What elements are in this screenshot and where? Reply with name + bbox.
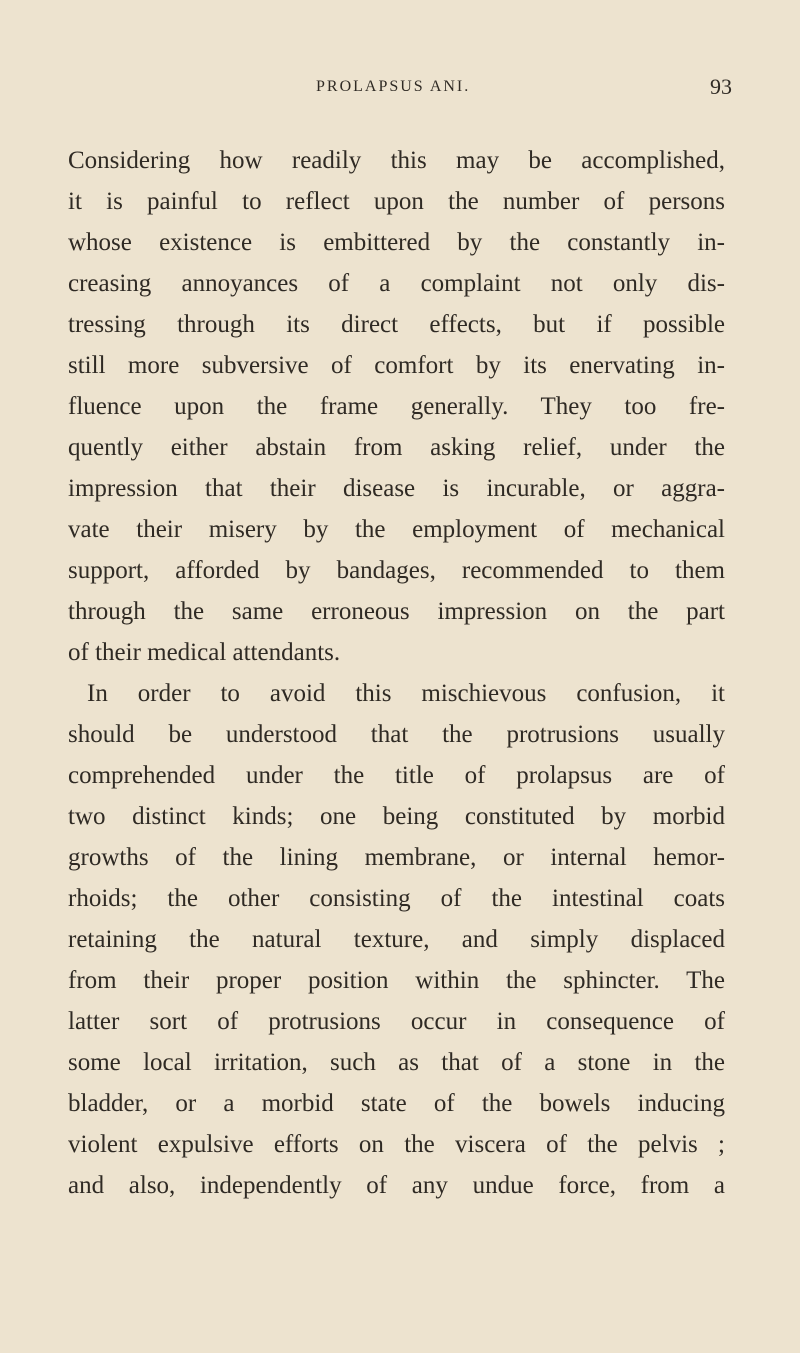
text-line: Considering how readily this may be accomplished,: [68, 147, 725, 174]
text-line: bladder, or a morbid state of the bowels inducing: [68, 1090, 725, 1117]
text-line: of their medical attendants.: [68, 639, 341, 666]
text-line: support, afforded by bandages, recommended to them: [68, 557, 725, 584]
text-line: latter sort of protrusions occur in consequence of: [68, 1008, 725, 1035]
text-line: whose existence is embittered by the constantly in-: [68, 229, 725, 256]
text-line: violent expulsive efforts on the viscera of the pelvis ;: [68, 1131, 725, 1158]
text-line: should be understood that the protrusions usually: [68, 721, 725, 748]
text-line: In order to avoid this mischievous confusion, it: [87, 680, 725, 707]
text-line: fluence upon the frame generally. They too fre-: [68, 393, 725, 420]
page-number: 93: [710, 74, 732, 99]
text-line: it is painful to reflect upon the number of persons: [68, 188, 725, 215]
text-line: through the same erroneous impression on the part: [68, 598, 725, 625]
text-line: quently either abstain from asking relief, under the: [68, 434, 725, 461]
text-line: tressing through its direct effects, but if possible: [68, 311, 725, 338]
text-line: impression that their disease is incurable, or aggra-: [68, 475, 725, 502]
text-line: two distinct kinds; one being constituted by morbid: [68, 803, 725, 830]
running-head: [0, 76, 800, 102]
text-line: vate their misery by the employment of mechanical: [68, 516, 725, 543]
text-line: growths of the lining membrane, or internal hemor-: [68, 844, 725, 871]
text-line: rhoids; the other consisting of the intestinal coats: [68, 885, 725, 912]
running-title: PROLAPSUS ANI.: [316, 78, 471, 95]
text-line: and also, independently of any undue force, from a: [68, 1172, 725, 1199]
text-line: some local irritation, such as that of a stone in the: [68, 1049, 725, 1076]
text-line: comprehended under the title of prolapsus are of: [68, 762, 725, 789]
text-line: retaining the natural texture, and simply displaced: [68, 926, 725, 953]
text-line: creasing annoyances of a complaint not only dis-: [68, 270, 725, 297]
text-line: still more subversive of comfort by its enervating in-: [68, 352, 725, 379]
text-line: from their proper position within the sphincter. The: [68, 967, 725, 994]
